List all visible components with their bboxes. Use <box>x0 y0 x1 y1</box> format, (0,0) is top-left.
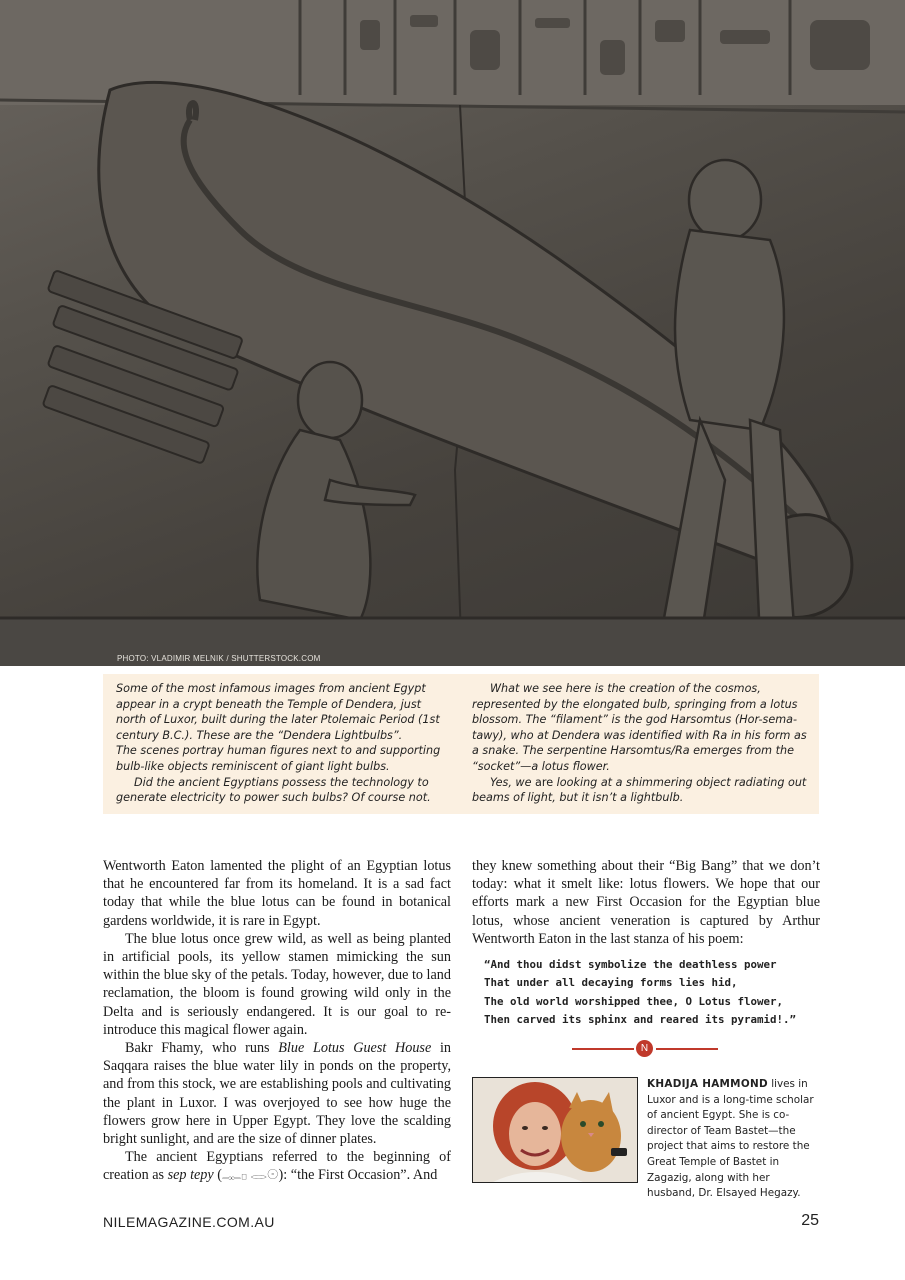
caption-paragraph: Yes, we are looking at a shimmering object radiating out beams of light, but it isn’t a lightbulb. <box>472 775 807 805</box>
author-bio-text: lives in Luxor and is a long-time scholar of ancient Egypt. She is co-director of Team Bastet—the project that aims to restore the Great Temple of Bastet in Zagazig, along with her husband, Dr. Elsayed Hegazy. <box>647 1078 814 1200</box>
author-bio <box>647 1077 819 1202</box>
poem-line: The old world worshipped thee, O Lotus flower, <box>484 994 784 1008</box>
caption-right-column <box>472 681 808 806</box>
hieroglyph-inline: (𓊃𓊪 𓂋𓇳): <box>213 1167 291 1184</box>
article-end-mark <box>572 1040 718 1058</box>
page-number: 25 <box>801 1212 819 1229</box>
caption-paragraph: The scenes portray human figures next to and supporting bulb-like objects reminiscent of giant light bulbs. <box>116 744 441 773</box>
poem-line: Then carved its sphinx and reared its pyramid!.” <box>484 1013 797 1027</box>
end-mark-rule-left <box>572 1048 634 1050</box>
end-mark-n-icon: N <box>636 1040 653 1057</box>
poem-line: “And thou didst symbolize the deathless power <box>484 958 777 972</box>
caption-paragraph: Did the ancient Egyptians possess the technology to generate electricity to power such bulbs? Of course not. <box>116 775 431 805</box>
caption-left-column <box>116 681 452 806</box>
author-name: KHADIJA HAMMOND <box>647 1078 768 1090</box>
article-paragraph: Bakr Fhamy, who runs Blue Lotus Guest House in Saqqara raises the blue water lily in ponds on the property, and from this stock, we are establishing pools and cultivating the plant in Luxor. I was overjoyed to see how huge the flowers grow here in Upper Egypt. They love the scalding bright sunlight, and are the size of dinner plates. <box>103 1040 451 1148</box>
article-left-column <box>103 857 451 1185</box>
article-paragraph: The ancient Egyptians referred to the beginning of creation as sep tepy (𓊃𓊪 𓂋𓇳): “the First Occasion”. And <box>103 1149 451 1184</box>
end-mark-rule-right <box>656 1048 718 1050</box>
article-paragraph: they knew something about their “Big Bang” that we don’t today: what it smelt like: lotus flowers. We hope that our efforts mark a new First Occasion for the Egyptian blue lotus, whose ancient veneration is captured by Arthur Wentworth Eaton in the last stanza of his poem: <box>472 858 820 947</box>
author-portrait-illustration <box>473 1078 637 1182</box>
author-photo <box>472 1077 638 1183</box>
footer-website: NILEMAGAZINE.COM.AU <box>103 1214 275 1230</box>
article-right-column <box>472 857 820 1030</box>
caption-paragraph: What we see here is the creation of the cosmos, represented by the elongated bulb, springing from a lotus blossom. The “filament” is the god Harsomtus (Hor-sema-tawy), who at Dendera was identified with Ra in his form as a snake. The serpentine Harsomtus/Ra emerges from the “socket”—a lotus flower. <box>472 682 807 773</box>
article-paragraph: The blue lotus once grew wild, as well as being planted in artificial pools, its yellow stamen mimicking the sun within the blue sky of the petals. Today, however, due to land reclamation, the bloom is found growing wild only in the Delta and is seriously endangered. It is our goal to re-introduce this magical flower again. <box>103 930 451 1038</box>
photo-caption-box <box>103 674 819 814</box>
poem-stanza <box>484 956 820 1030</box>
article-paragraph: Wentworth Eaton lamented the plight of an Egyptian lotus that he encountered far from its homeland. It is a sad fact today that while the blue lotus can be found in botanical gardens worldwide, it is rare in Egypt. <box>103 858 451 929</box>
poem-line: That under all decaying forms lies hid, <box>484 976 738 990</box>
photo-credit: PHOTO: VLADIMIR MELNIK / SHUTTERSTOCK.COM <box>117 654 321 663</box>
caption-paragraph: Some of the most infamous images from ancient Egypt appear in a crypt beneath the Temple of Dendera, just north of Luxor, built during the later Ptolemaic Period (1st century B.C.). These are the “Dendera Lightbulbs”. <box>116 682 440 742</box>
